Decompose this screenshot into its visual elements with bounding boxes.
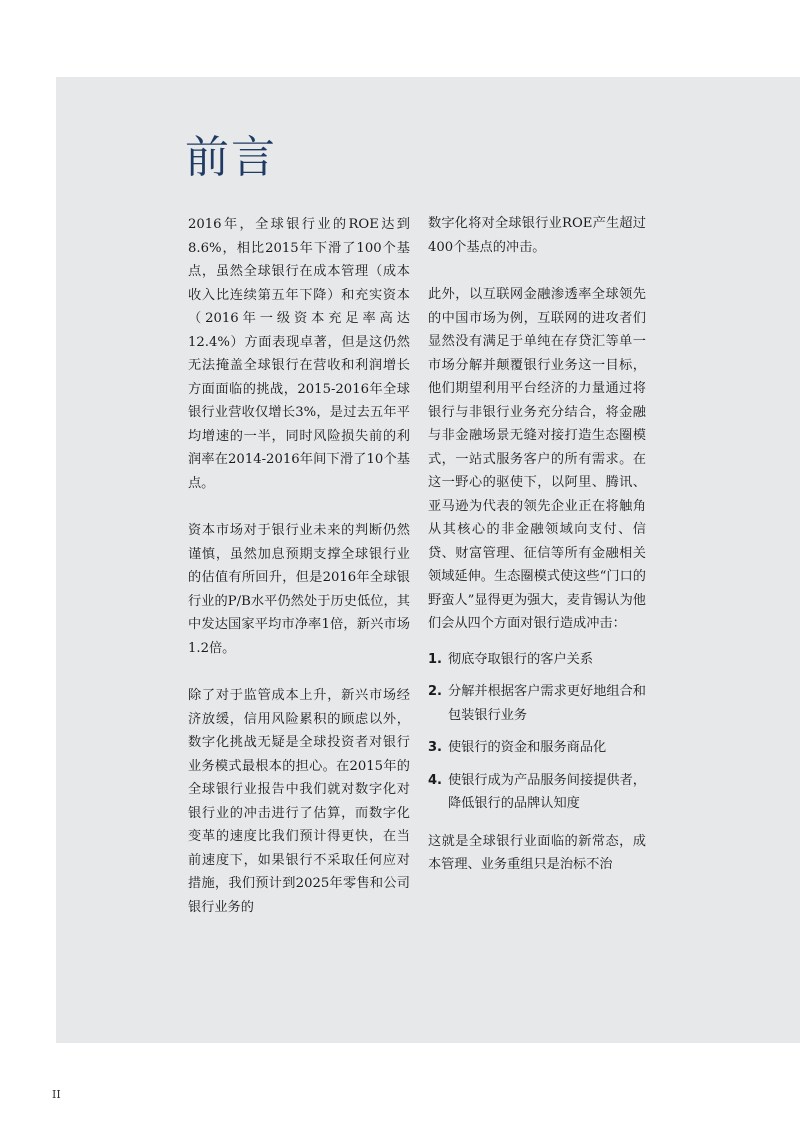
list-item xyxy=(428,680,646,727)
list-number: 1. xyxy=(428,651,442,667)
list-item xyxy=(428,769,646,816)
list-item xyxy=(428,648,646,672)
paragraph: 2016年，全球银行业的ROE达到8.6%，相比2015年下滑了100个基点，虽然全球银行在成本管理（成本收入比连续第五年下降）和充实资本（2016年一级资本充足率高达12.4%）方面表现卓著，但是这仍然无法掩盖全球银行在营收和利润增长方面面临的挑战，2015-2016年全球银行业营收仅增长3%，是过去五年平均增速的一半，同时风险损失前的利润率在2014-2016年间下滑了10个基点。 xyxy=(188,217,410,491)
list-text: 使银行成为产品服务间接提供者，降低银行的品牌认知度 xyxy=(448,772,646,811)
list-text: 分解并根据客户需求更好地组合和包装银行业务 xyxy=(448,684,646,723)
paragraph: 此外，以互联网金融渗透率全球领先的中国市场为例，互联网的进攻者们显然没有满足于单纯在存贷汇等单一市场分解并颠覆银行业务这一目标，他们期望利用平台经济的力量通过将银行与非银行业务充分结合，将金融与非金融场景无缝对接打造生态圈模式，一站式服务客户的所有需求。在这一野心的驱使下，以阿里、腾讯、亚马逊为代表的领先企业正在将触角从其核心的非金融领域向支付、信贷、财富管理、征信等所有金融相关领域延伸。生态圈模式使这些“门口的野蛮人”显得更为强大，麦肯锡认为他们会从四个方面对银行造成冲击： xyxy=(428,287,646,631)
page-title: 前言 xyxy=(185,132,277,183)
list-text: 使银行的资金和服务商品化 xyxy=(448,740,607,755)
impact-list xyxy=(428,648,646,816)
closing-paragraph: 这就是全球银行业面临的新常态，成本管理、业务重组只是治标不治 xyxy=(428,833,646,872)
page-number: II xyxy=(52,1088,61,1101)
list-number: 2. xyxy=(428,684,442,699)
list-item xyxy=(428,736,646,760)
list-number: 3. xyxy=(428,740,442,755)
list-number: 4. xyxy=(428,772,442,788)
left-column xyxy=(188,213,410,943)
paragraph: 除了对于监管成本上升，新兴市场经济放缓，信用风险累积的顾虑以外，数字化挑战无疑是全球投资者对银行业务模式最根本的担心。在2015年的全球银行业报告中我们就对数字化对银行业的冲击进行了估算，而数字化变革的速度比我们预计得更快，在当前速度下，如果银行不采取任何应对措施，我们预计到2025年零售和公司银行业务的 xyxy=(188,688,410,915)
right-column xyxy=(428,212,646,901)
paragraph: 数字化将对全球银行业ROE产生超过400个基点的冲击。 xyxy=(428,216,646,255)
paragraph: 资本市场对于银行业未来的判断仍然谨慎，虽然加息预期支撑全球银行业的估值有所回升，但是2016年全球银行业的P/B水平仍然处于历史低位，其中发达国家平均市净率1倍，新兴市场1.2倍。 xyxy=(188,523,410,656)
list-text: 彻底夺取银行的客户关系 xyxy=(448,651,594,667)
